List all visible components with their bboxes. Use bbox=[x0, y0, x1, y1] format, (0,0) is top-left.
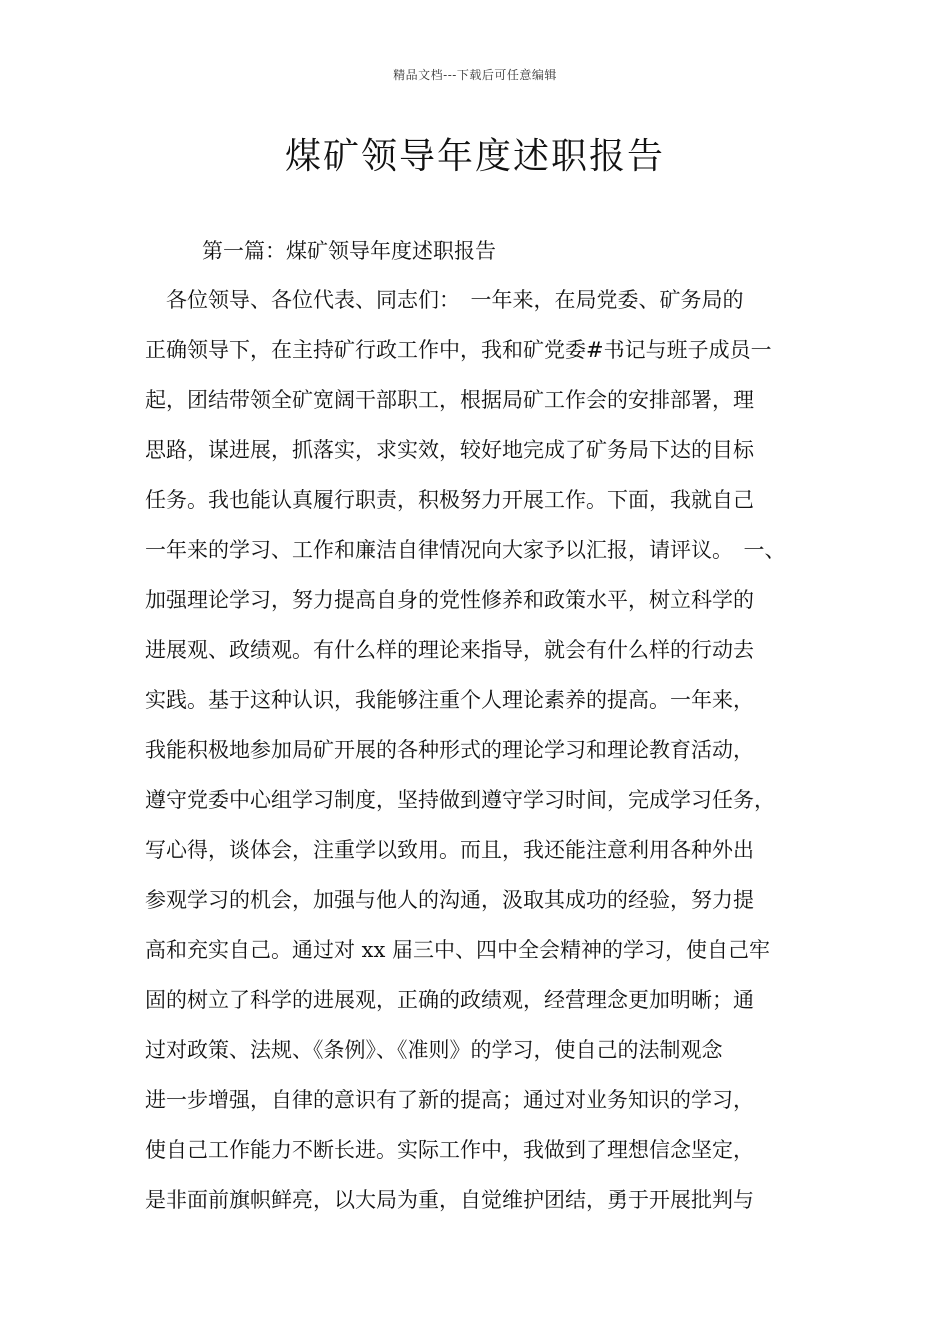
body-text-line: 进展观、政绩观。有什么样的理论来指导，就会有什么样的行动去 bbox=[145, 638, 754, 662]
body-text-line: 遵守党委中心组学习制度，坚持做到遵守学习时间，完成学习任务， bbox=[145, 788, 775, 812]
body-text-line: 正确领导下，在主持矿行政工作中，我和矿党委#书记与班子成员一 bbox=[145, 338, 772, 362]
body-text-line: 过对政策、法规、《条例》、《准则》的学习，使自己的法制观念 bbox=[145, 1038, 723, 1062]
body-text-line: 写心得，谈体会，注重学以致用。而且，我还能注意利用各种外出 bbox=[145, 838, 754, 862]
body-text-line: 起，团结带领全矿宽阔干部职工，根据局矿工作会的安排部署，理 bbox=[145, 388, 754, 412]
body-text-line: 实践。基于这种认识，我能够注重个人理论素养的提高。一年来， bbox=[145, 688, 754, 712]
body-text-line: 固的树立了科学的进展观，正确的政绩观，经营理念更加明晰；通 bbox=[145, 988, 754, 1012]
body-text-line: 是非面前旗帜鲜亮，以大局为重，自觉维护团结，勇于开展批判与 bbox=[145, 1188, 754, 1212]
body-text-line: 高和充实自己。通过对 xx 届三中、四中全会精神的学习，使自己牢 bbox=[145, 938, 771, 962]
body-text-line: 我能积极地参加局矿开展的各种形式的理论学习和理论教育活动， bbox=[145, 738, 754, 762]
body-text-line: 使自己工作能力不断长进。实际工作中，我做到了理想信念坚定， bbox=[145, 1138, 754, 1162]
section-heading: 第一篇：煤矿领导年度述职报告 bbox=[202, 239, 496, 263]
body-text bbox=[145, 284, 845, 1234]
body-text-line: 加强理论学习，努力提高自身的党性修养和政策水平，树立科学的 bbox=[145, 588, 754, 612]
body-text-line: 思路，谋进展，抓落实，求实效，较好地完成了矿务局下达的目标 bbox=[145, 438, 754, 462]
body-text-line: 任务。我也能认真履行职责，积极努力开展工作。下面，我就自己 bbox=[145, 488, 754, 512]
document-title: 煤矿领导年度述职报告 bbox=[284, 136, 665, 177]
page-header-note: 精品文档---下载后可任意编辑 bbox=[393, 68, 557, 82]
body-text-line: 一年来的学习、工作和廉洁自律情况向大家予以汇报，请评议。 一、 bbox=[145, 538, 786, 562]
body-text-line: 进一步增强，自律的意识有了新的提高；通过对业务知识的学习， bbox=[145, 1088, 754, 1112]
body-text-line: 参观学习的机会，加强与他人的沟通，汲取其成功的经验，努力提 bbox=[145, 888, 754, 912]
body-text-line: 各位领导、各位代表、同志们： 一年来，在局党委、矿务局的 bbox=[145, 288, 744, 312]
